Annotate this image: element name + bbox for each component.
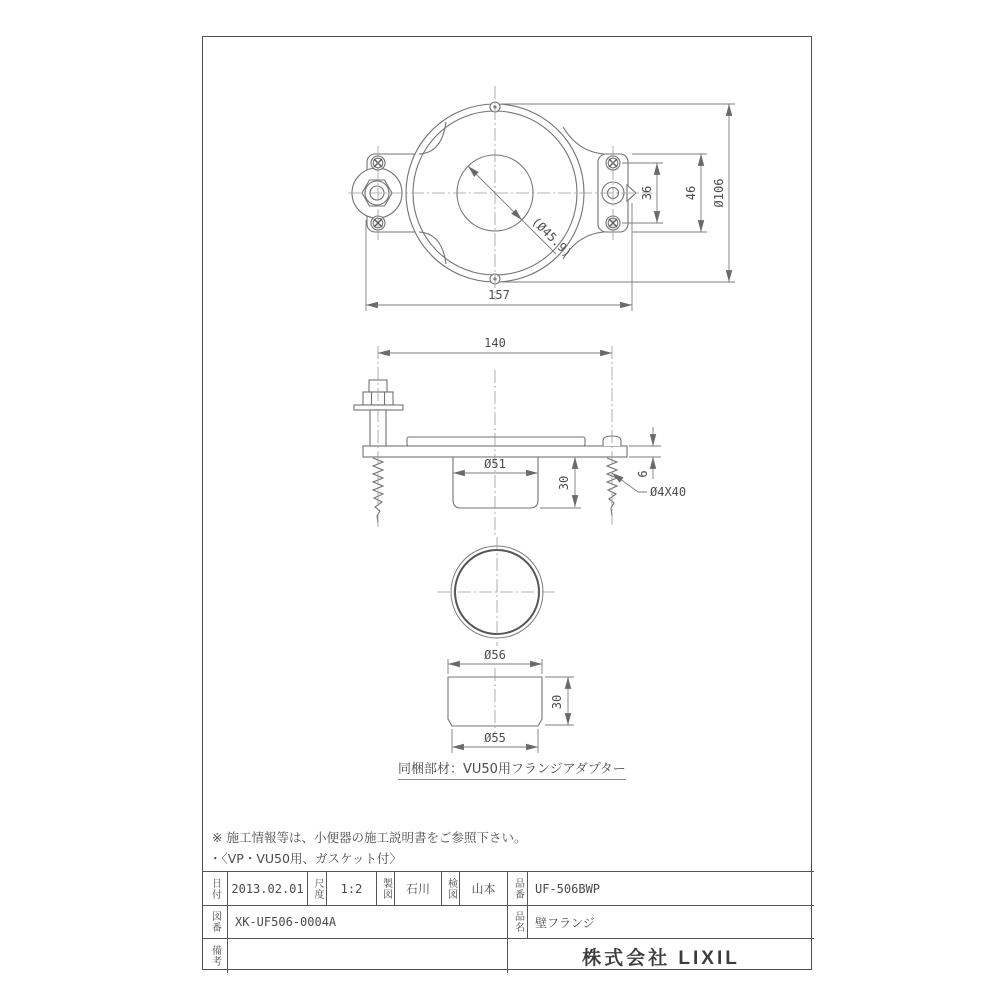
- drawing-no-value: XK-UF506-0004A: [228, 906, 508, 939]
- dim-plate-thickness: 6: [636, 470, 650, 478]
- dim-hole-pitch: 36: [640, 185, 654, 201]
- adapter-view: [448, 648, 574, 753]
- top-view: [348, 86, 735, 311]
- dim-overall-width: 157: [488, 288, 510, 302]
- dim-adapter-top-dia: Ø56: [484, 648, 506, 662]
- date-label: 日付: [209, 877, 221, 900]
- title-block-row-1: [202, 872, 814, 906]
- gasket: [407, 437, 585, 446]
- compatibility-note: ・〈VP・VU50用、ガスケット付〉: [209, 851, 402, 866]
- checker-value: 山本: [460, 872, 508, 906]
- drafter-label: 製図: [380, 877, 392, 900]
- dim-spigot-depth: 30: [557, 475, 571, 491]
- dim-spigot-dia: Ø51: [484, 457, 506, 471]
- installation-note: ※ 施工情報等は、小便器の施工説明書をご参照下さい。: [212, 830, 527, 845]
- part-no-label: 品番: [512, 877, 524, 900]
- part-name-label: 品名: [512, 911, 524, 933]
- title-block-row-2: [202, 906, 814, 939]
- part-name-value: 壁フランジ: [528, 906, 814, 939]
- drawing-no-label: 図番: [209, 911, 221, 933]
- side-view-dimensions: [378, 353, 661, 508]
- dim-outer-dia: Ø106: [712, 178, 726, 208]
- dim-screw-spec: Ø4X40: [650, 485, 687, 499]
- title-block: [202, 871, 814, 972]
- remarks-value: [228, 939, 508, 973]
- scale-label: 尺度: [312, 877, 323, 900]
- dim-adapter-bottom-dia: Ø55: [484, 731, 506, 745]
- spigot-bottom-view: [437, 537, 558, 646]
- title-block-row-3: [202, 939, 814, 973]
- dim-tab-width: 46: [684, 185, 698, 201]
- tapping-screw-right: [607, 458, 617, 516]
- drafter-value: 石川: [395, 872, 442, 906]
- included-part-label: 同梱部材：VU50用フランジアダプター: [398, 758, 626, 780]
- checker-label: 検図: [445, 877, 457, 900]
- dim-center-hole-dia: (Ø45.9): [528, 214, 575, 261]
- part-no-value: UF-506BWP: [528, 872, 814, 906]
- scale-value: 1:2: [327, 872, 377, 906]
- dim-mount-pitch: 140: [484, 336, 506, 350]
- bolt-assembly: [354, 380, 403, 446]
- remarks-label: 備考: [209, 945, 221, 967]
- date-value: 2013.02.01: [228, 872, 308, 906]
- side-view: [354, 336, 686, 535]
- company-name: 株式会社 LIXIL: [582, 947, 740, 969]
- dim-adapter-height: 30: [550, 694, 564, 710]
